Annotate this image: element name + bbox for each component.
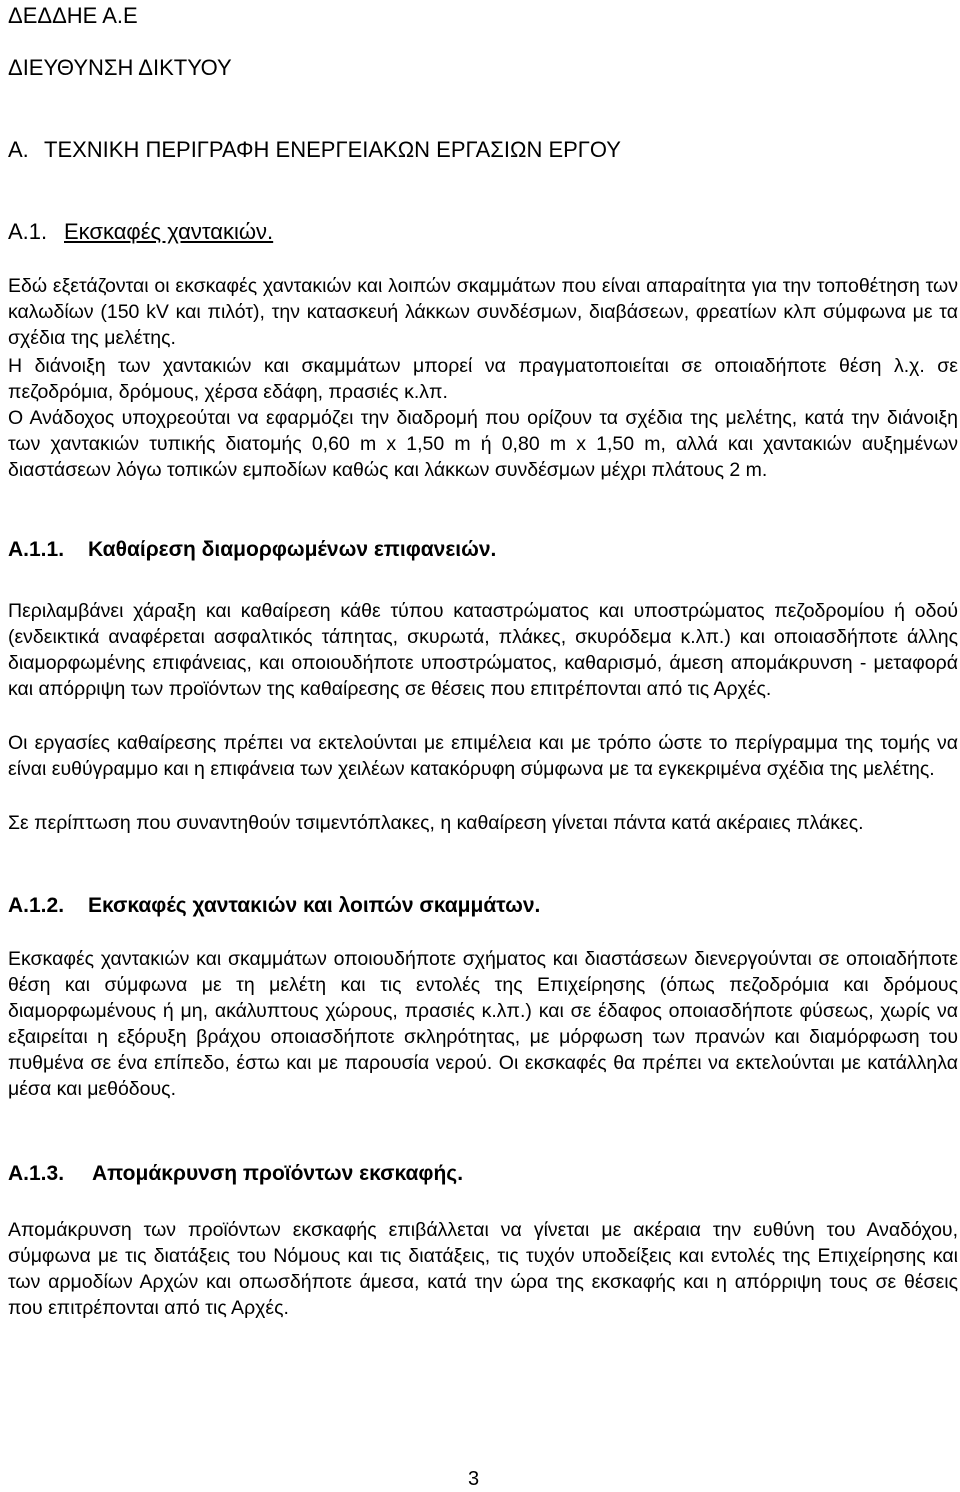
section-a-heading xyxy=(8,136,621,164)
section-a1-title: Εκσκαφές χαντακιών. xyxy=(64,219,274,244)
section-a12-paragraph-1: Εκσκαφές χαντακιών και σκαμμάτων οποιουδήποτε σχήματος και διαστάσεων διενεργούνται σε οποιαδήποτε θέση και σύμφωνα με τη μελέτη και τις εντολές της Επιχείρησης (όπως πεζοδρόμια και δρόμους διαμορφωμένους ή μη, ακάλυπτους χώρους, πρασιές κ.λπ.) και σε έδαφος οποιασδήποτε φύσεως, χωρίς να εξαιρείται η εξόρυξη βράχου οποιασδήποτε σκληρότητας, με μόρφωση των πρανών και διαμόρφωση του πυθμένα σε ένα επίπεδο, έστω και με παρουσία νερού. Οι εκσκαφές θα πρέπει να εκτελούνται με κατάλληλα μέσα και μεθόδους. xyxy=(8,948,958,1100)
section-a13-heading xyxy=(8,1160,463,1187)
section-a1-number: Α.1. xyxy=(8,219,48,244)
section-a12-number: Α.1.2. xyxy=(8,894,65,917)
section-a1-paragraph-3: Ο Ανάδοχος υποχρεούται να εφαρμόζει την διαδρομή που ορίζουν τα σχέδια της μελέτης, κατά την διάνοιξη των χαντακιών τυπικής διατομής 0,60 m x 1,50 m ή 0,80 m x 1,50 m, αλλά και χαντακιών αυξημένων διαστάσεων λόγω τοπικών εμποδίων καθώς και λάκκων συνδέσμων μέχρι πλάτους 2 m. xyxy=(8,407,958,481)
section-a11-paragraph-3: Σε περίπτωση που συναντηθούν τσιμεντόπλακες, η καθαίρεση γίνεται πάντα κατά ακέραιες πλάκες. xyxy=(8,812,864,834)
section-a11-paragraph-1: Περιλαμβάνει χάραξη και καθαίρεση κάθε τύπου καταστρώματος και υποστρώματος πεζοδρομίου ή οδού (ενδεικτικά αναφέρεται ασφαλτικός τάπητας, σκυρωτά, πλάκες, σκυρόδεμα κ.λπ.) και οποιασδήποτε άλλης διαμορφωμένης επιφάνειας, και οποιουδήποτε υποστρώματος, καθαρισμό, άμεση απομάκρυνση - μεταφορά και απόρριψη των προϊόντων της καθαίρεσης σε θέσεις που επιτρέπονται από τις Αρχές. xyxy=(8,600,958,700)
section-a13-paragraph-1: Απομάκρυνση των προϊόντων εκσκαφής επιβάλλεται να γίνεται με ακέραια την ευθύνη του Αναδόχου, σύμφωνα με τις διατάξεις του Νόμους και τις διατάξεις, τις τυχόν υποδείξεις και εντολές της Επιχείρησης και των αρμοδίων Αρχών και οπωσδήποτε άμεσα, κατά την ώρα της εκσκαφής και η απόρριψη τους σε θέσεις που επιτρέπονται από τις Αρχές. xyxy=(8,1219,958,1319)
section-a12-heading xyxy=(8,892,540,919)
section-a-title: ΤΕΧΝΙΚΗ ΠΕΡΙΓΡΑΦΗ ΕΝΕΡΓΕΙΑΚΩΝ ΕΡΓΑΣΙΩΝ ΕΡΓΟΥ xyxy=(44,137,621,162)
department-name: ΔΙΕΥΘΥΝΣΗ ΔΙΚΤΥΟΥ xyxy=(8,55,232,80)
section-a11-title: Καθαίρεση διαμορφωμένων επιφανειών. xyxy=(88,538,497,561)
section-a13-number: Α.1.3. xyxy=(8,1162,65,1185)
section-a1-paragraph-2: Η διάνοιξη των χαντακιών και σκαμμάτων μπορεί να πραγματοποιείται σε οποιαδήποτε θέση λ.χ. σε πεζοδρόμια, δρόμους, χέρσα εδάφη, πρασιές κ.λπ. xyxy=(8,355,958,403)
section-a1-heading xyxy=(8,218,273,246)
section-a11-paragraph-2: Οι εργασίες καθαίρεσης πρέπει να εκτελούνται με επιμέλεια και με τρόπο ώστε το περίγραμμα της τομής να είναι ευθύγραμμο και η επιφάνεια των χειλέων κατακόρυφη σύμφωνα με τα εγκεκριμένα σχέδια της μελέτης. xyxy=(8,732,958,780)
section-a-number: Α. xyxy=(8,137,29,162)
section-a11-heading xyxy=(8,536,496,563)
page-number: 3 xyxy=(468,1468,480,1490)
section-a11-number: Α.1.1. xyxy=(8,538,65,561)
section-a1-paragraph-1: Εδώ εξετάζονται οι εκσκαφές χαντακιών και λοιπών σκαμμάτων που είναι απαραίτητα για την τοποθέτηση των καλωδίων (150 kV και πιλότ), την κατασκευή λάκκων συνδέσμων, διαβάσεων, φρεατίων κλπ σύμφωνα με τα σχέδια της μελέτης. xyxy=(8,275,958,349)
section-a12-title: Εκσκαφές χαντακιών και λοιπών σκαμμάτων. xyxy=(88,894,541,917)
section-a13-title: Απομάκρυνση προϊόντων εκσκαφής. xyxy=(92,1162,464,1185)
organization-name: ΔΕΔΔΗΕ Α.Ε xyxy=(8,3,138,28)
